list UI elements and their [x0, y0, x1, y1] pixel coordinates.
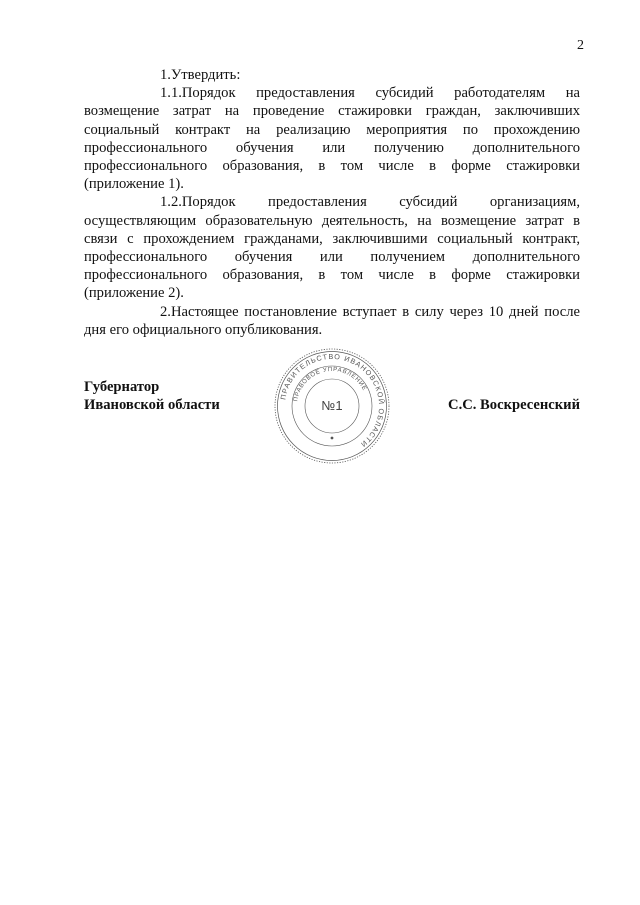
official-seal-stamp [272, 346, 392, 466]
paragraph-1 [84, 66, 580, 84]
signatory-name: С.С. Воскресенский [448, 397, 580, 413]
page-number: 2 [577, 38, 584, 53]
paragraph-number: 1. [160, 67, 171, 83]
paragraph-1-1 [84, 84, 580, 193]
paragraph-text: Порядок предоставления субсидий работодателям на возмещение затрат на проведение стажировки граждан, заключивших социальный контракт на реализацию мероприятия по прохождению профессионального обучения или получению дополнительного профессионального образования, в том числе в форме стажировки (приложение 1). [84, 85, 580, 193]
position-line-2: Ивановской области [84, 397, 220, 414]
paragraph-1-2 [84, 193, 580, 302]
paragraph-text: Настоящее постановление вступает в силу через 10 дней после дня его официального опубликования. [84, 303, 580, 338]
paragraph-text: Утвердить: [170, 67, 241, 83]
seal-outer-text: ПРАВИТЕЛЬСТВО ИВАНОВСКОЙ ОБЛАСТИ [278, 351, 387, 450]
paragraph-2 [84, 303, 580, 339]
position-line-1: Губернатор [84, 379, 160, 395]
paragraph-number: 2. [160, 303, 171, 320]
decree-body [84, 66, 580, 339]
seal-dot [331, 437, 334, 440]
paragraph-number: 1.2. [160, 194, 182, 211]
paragraph-number: 1.1. [160, 85, 182, 102]
signatory-position [84, 378, 220, 414]
paragraph-text: Порядок предоставления субсидий организациям, осуществляющим образовательную деятельность, на возмещение затрат в связи с прохождением гражданами, заключившими социальный контракт, профессионального обучения или получением дополнительного профессионального образования, в том числе в форме стажировки (приложение 2). [84, 194, 580, 302]
seal-number: №1 [321, 398, 343, 413]
seal-inner-text: ПРАВОВОЕ УПРАВЛЕНИЕ [293, 366, 368, 403]
